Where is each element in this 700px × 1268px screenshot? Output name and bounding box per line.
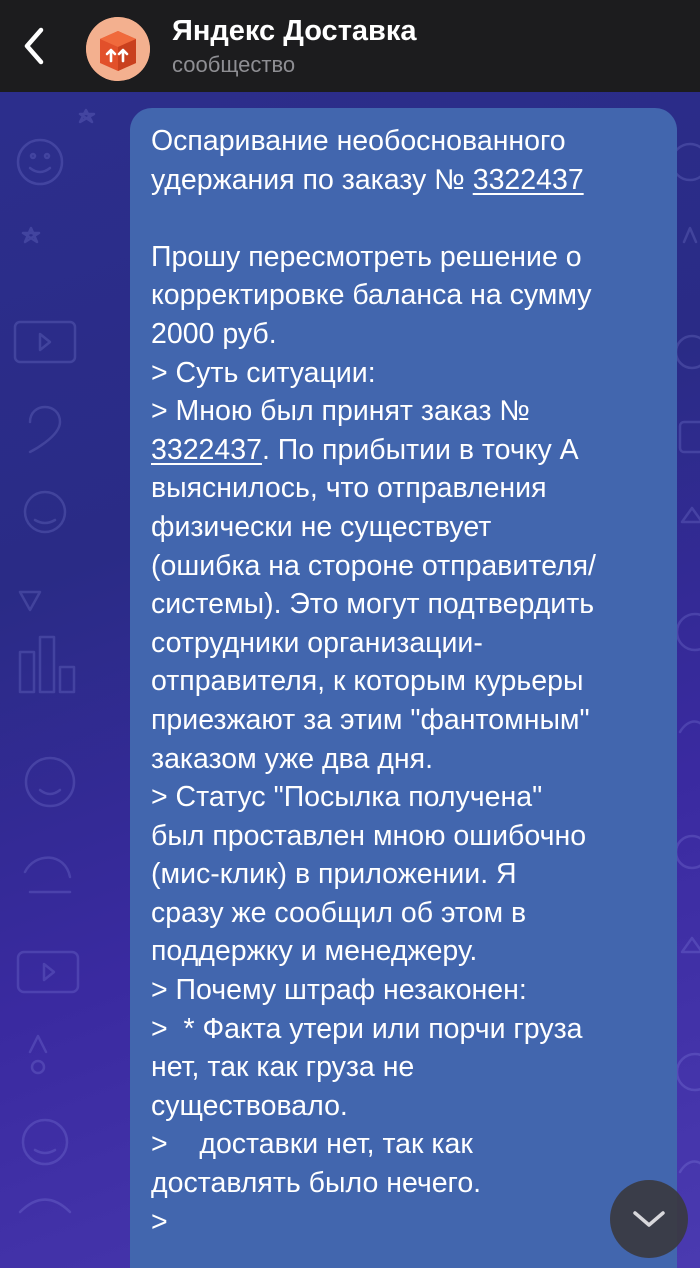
message-line: существовало.: [151, 1089, 348, 1122]
order-number-link[interactable]: 3322437: [472, 163, 584, 196]
back-button[interactable]: [12, 20, 56, 72]
message-line: > доставки нет, так как: [151, 1128, 473, 1161]
message-line: (мис-клик) в приложении. Я: [151, 858, 517, 891]
message-line: был проставлен мною ошибочно: [151, 819, 587, 852]
message-line: . По прибытии в точку А: [261, 433, 579, 466]
message-line: корректировке баланса на сумму: [151, 279, 592, 312]
message-line: доставлять было нечего.: [151, 1167, 482, 1200]
message-line: сотрудники организации-: [151, 626, 483, 659]
message-line: нет, так как груза не: [151, 1051, 415, 1084]
box-arrows-up-icon: [86, 17, 150, 81]
message-line: заказом уже два дня.: [151, 742, 433, 775]
message-line: Прошу пересмотреть решение о: [151, 240, 582, 273]
message-line: > Мною был принят заказ №: [151, 395, 530, 428]
channel-avatar[interactable]: [86, 17, 150, 81]
message-line: приезжают за этим "фантомным": [151, 703, 590, 736]
message-line: > Статус "Посылка получена": [151, 781, 543, 814]
order-number-link[interactable]: 3322437: [151, 433, 262, 466]
message-line: физически не существует: [151, 510, 492, 543]
message-line: выяснилось, что отправления: [151, 472, 547, 505]
message-bubble[interactable]: [130, 108, 677, 1268]
message-line: >: [151, 1205, 168, 1238]
message-text: [151, 122, 667, 1241]
message-line: > Почему штраф незаконен:: [151, 974, 527, 1007]
message-line: (ошибка на стороне отправителя/: [151, 549, 596, 582]
message-line: > * Факта утери или порчи груза: [151, 1012, 583, 1045]
chevron-down-icon: [632, 1209, 666, 1229]
message-line: Оспаривание необоснованного: [151, 125, 566, 157]
message-line: 2000 руб.: [151, 317, 277, 350]
channel-subtitle: сообщество: [172, 52, 296, 77]
channel-title[interactable]: Яндекс Доставка: [172, 15, 417, 47]
chevron-left-icon: [21, 26, 47, 66]
scroll-to-bottom-button[interactable]: [610, 1180, 688, 1258]
message-line: сразу же сообщил об этом в: [151, 896, 527, 929]
message-line: системы). Это могут подтвердить: [151, 588, 595, 621]
message-line: отправителя, к которым курьеры: [151, 665, 584, 698]
message-line: поддержку и менеджеру.: [151, 935, 478, 968]
message-line: удержания по заказу №: [151, 163, 473, 196]
message-line: > Суть ситуации:: [151, 356, 376, 389]
chat-header: [0, 0, 700, 92]
